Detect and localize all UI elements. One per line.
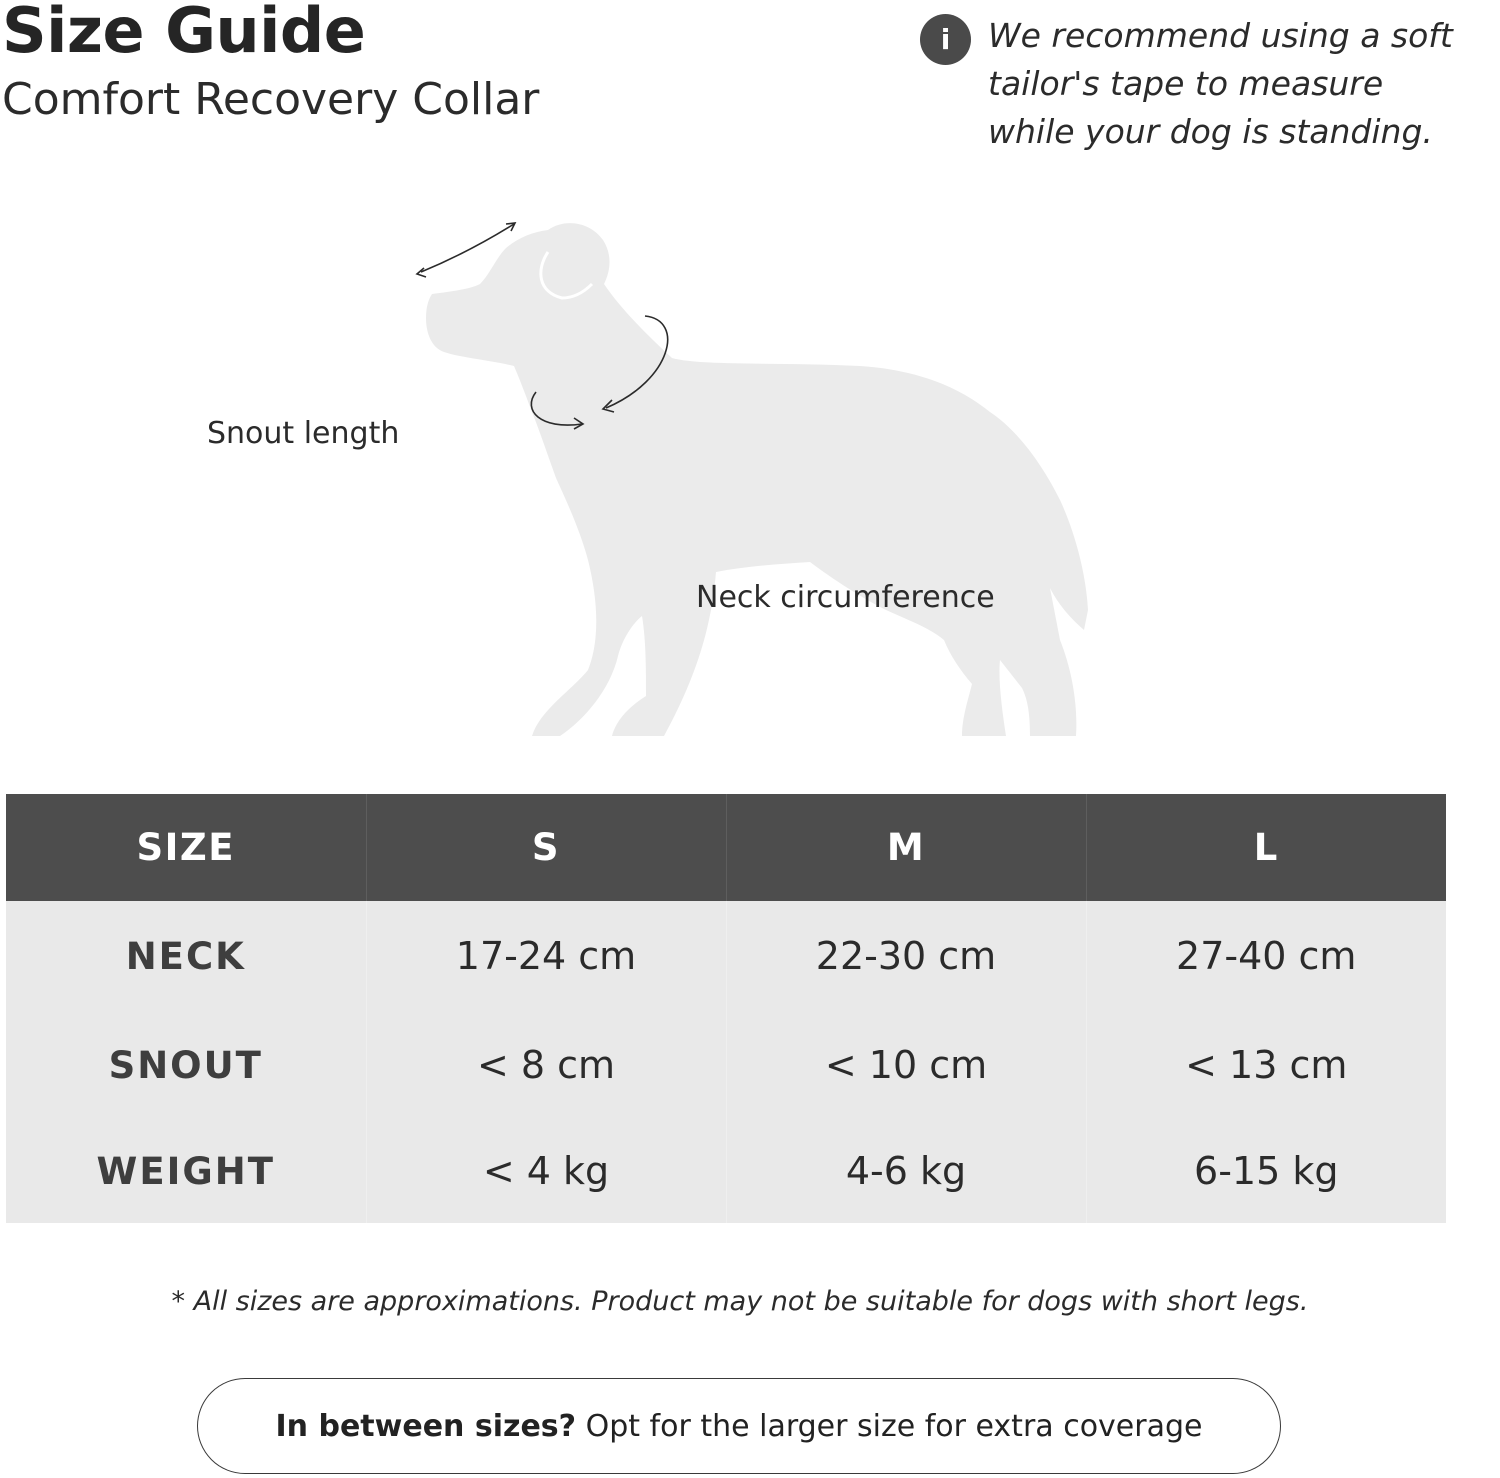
size-table <box>6 794 1446 1223</box>
callout-question: In between sizes? <box>275 1408 577 1444</box>
table-cell: < 13 cm <box>1086 1011 1446 1119</box>
table-row <box>6 1011 1446 1119</box>
info-icon: i <box>920 14 971 65</box>
table-cell: 27-40 cm <box>1086 901 1446 1011</box>
neck-circumference-label: Neck circumference <box>696 580 995 615</box>
callout-text: Opt for the larger size for extra coverage <box>576 1408 1203 1444</box>
measurement-diagram <box>0 200 1500 760</box>
tip-line: while your dog is standing. <box>988 112 1433 151</box>
measuring-tip <box>988 12 1500 156</box>
column-header-s: S <box>366 794 726 901</box>
table-cell: 6-15 kg <box>1086 1119 1446 1223</box>
table-cell: 4-6 kg <box>726 1119 1086 1223</box>
column-header-m: M <box>726 794 1086 901</box>
product-name: Comfort Recovery Collar <box>2 74 540 125</box>
column-header-size: SIZE <box>6 794 366 901</box>
footnote: * All sizes are approximations. Product may not be suitable for dogs with short legs. <box>171 1286 1309 1317</box>
table-cell: < 10 cm <box>726 1011 1086 1119</box>
dog-body <box>426 223 1088 736</box>
column-header-l: L <box>1086 794 1446 901</box>
table-header-row <box>6 794 1446 901</box>
tip-line: tailor's tape to measure <box>988 64 1384 103</box>
table-row <box>6 901 1446 1011</box>
table-cell: 17-24 cm <box>366 901 726 1011</box>
table-cell: 22-30 cm <box>726 901 1086 1011</box>
table-cell: < 4 kg <box>366 1119 726 1223</box>
tip-line: We recommend using a soft <box>988 16 1453 55</box>
dog-silhouette-icon <box>0 200 1500 760</box>
table-cell: < 8 cm <box>366 1011 726 1119</box>
size-advice-callout <box>197 1378 1281 1474</box>
page-title: Size Guide <box>2 0 366 67</box>
row-label-neck: NECK <box>6 901 366 1011</box>
row-label-snout: SNOUT <box>6 1011 366 1119</box>
table-row <box>6 1119 1446 1223</box>
snout-length-label: Snout length <box>207 416 400 451</box>
row-label-weight: WEIGHT <box>6 1119 366 1223</box>
